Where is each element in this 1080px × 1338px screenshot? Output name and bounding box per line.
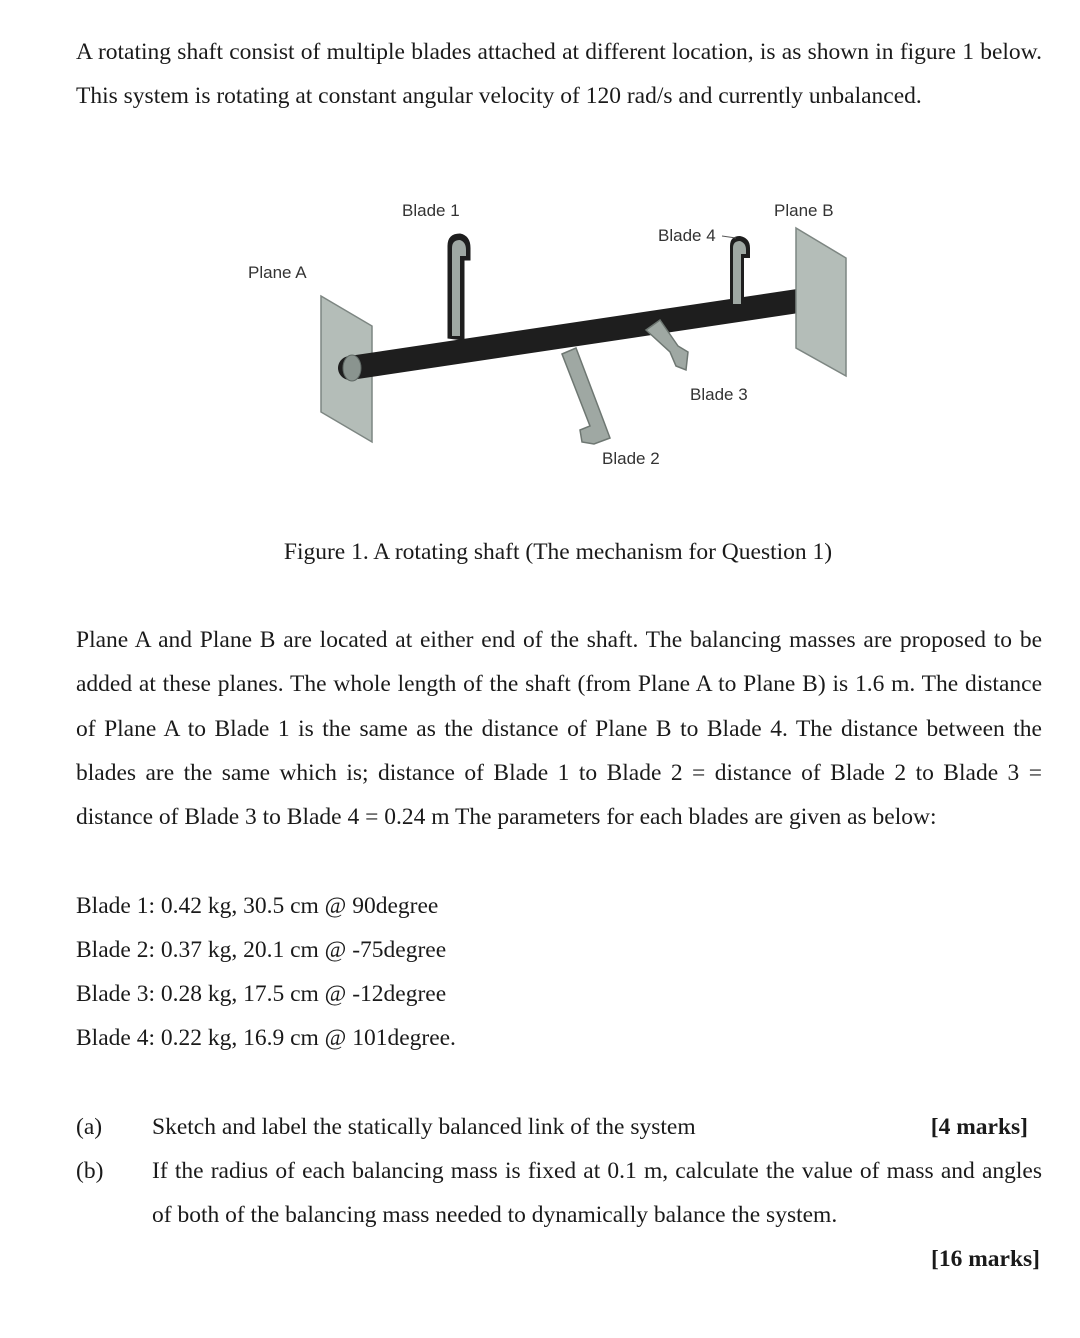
blade-4-parameters: Blade 4: 0.22 kg, 16.9 cm @ 101degree. <box>76 1025 456 1051</box>
blade-2-parameters: Blade 2: 0.37 kg, 20.1 cm @ -75degree <box>76 937 447 963</box>
label-plane-a: Plane A <box>248 263 307 282</box>
question-a-marks: [4 marks] <box>930 1114 1028 1140</box>
shaft-end-face <box>343 355 361 381</box>
figure-caption: Figure 1. A rotating shaft (The mechanism for Question 1) <box>283 539 833 565</box>
label-blade-2: Blade 2 <box>602 449 660 468</box>
label-blade-4: Blade 4 <box>658 226 716 245</box>
blade-4-face <box>733 241 746 304</box>
blade-4-leader <box>722 236 736 238</box>
blade-2-shape <box>562 348 610 444</box>
rotating-shaft-figure <box>230 190 870 480</box>
intro-paragraph: A rotating shaft consist of multiple blades attached at different location, is as shown in figure 1 below. This system is rotating at constant angular velocity of 120 rad/s and currently unbalanced. <box>76 39 1042 110</box>
label-plane-b: Plane B <box>774 201 834 220</box>
question-b-marks: [16 marks] <box>931 1246 1040 1272</box>
blade-3-parameters: Blade 3: 0.28 kg, 17.5 cm @ -12degree <box>76 981 447 1007</box>
question-b-text: If the radius of each balancing mass is fixed at 0.1 m, calculate the value of mass and angles of both of the balancing mass needed to dynamically balance the system. <box>152 1158 1042 1228</box>
problem-description: Plane A and Plane B are located at either end of the shaft. The balancing masses are proposed to be added at these planes. The whole length of the shaft (from Plane A to Plane B) is 1.6 m. The distance of Plane A to Blade 1 is the same as the distance of Plane B to Blade 4. The distance between the blades are the same which is; distance of Blade 1 to Blade 2 = distance of Blade 2 to Blade 3 = distance of Blade 3 to Blade 4 = 0.24 m The parameters for each blades are given as below: <box>76 627 1042 831</box>
blade-1-parameters: Blade 1: 0.42 kg, 30.5 cm @ 90degree <box>76 893 439 919</box>
shaft <box>350 298 818 368</box>
label-blade-1: Blade 1 <box>402 201 460 220</box>
question-a-label: (a) <box>76 1114 103 1140</box>
question-a-text: Sketch and label the statically balanced link of the system <box>152 1114 696 1140</box>
plane-b-plate <box>796 228 846 376</box>
label-blade-3: Blade 3 <box>690 385 748 404</box>
question-b-label: (b) <box>76 1158 104 1184</box>
